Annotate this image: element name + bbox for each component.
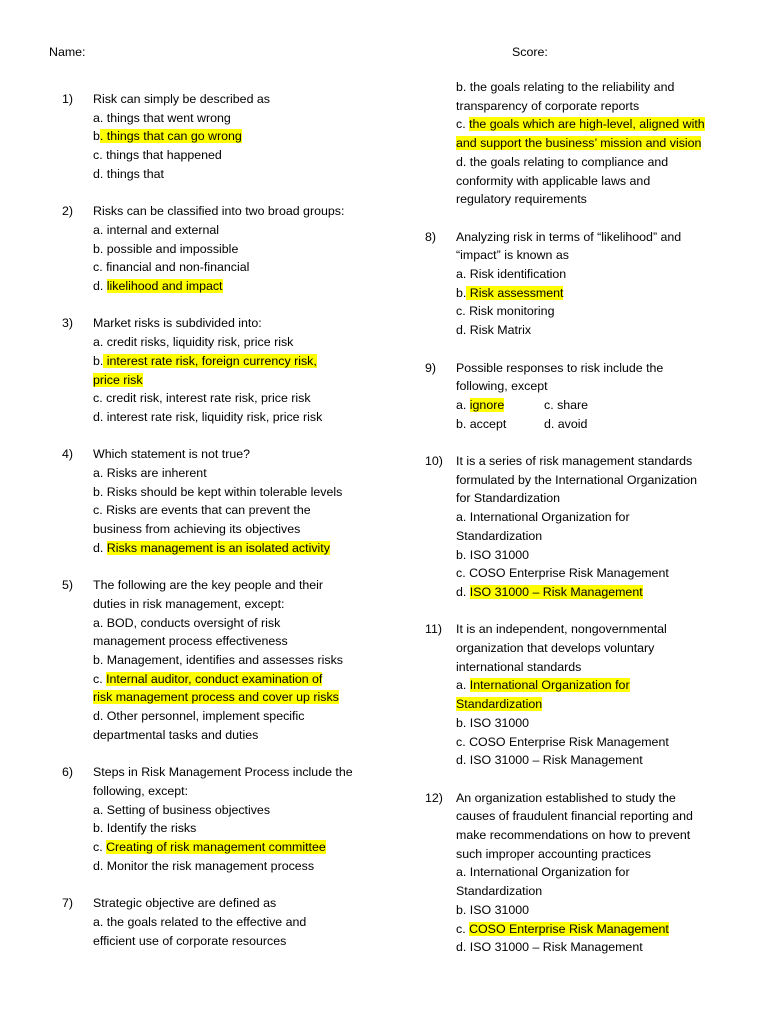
question-3 [62,314,372,426]
option-a-cont: Standardization [456,884,543,899]
highlighted-answer: Creating of risk management committee [106,840,326,855]
option-a-cont: management process effectiveness [93,634,288,649]
question-text-cont: organization that develops voluntary [456,641,655,656]
option-a: a. internal and external [93,222,220,237]
question-9 [425,359,725,434]
question-text-cont: for Standardization [456,491,561,506]
option-a: a. International Organization for [456,865,630,880]
question-text-cont: duties in risk management, except: [93,596,285,611]
score-label: Score: [512,45,548,59]
question-6 [62,763,372,875]
question-number: 8) [425,229,437,244]
option-d: d. Other personnel, implement specific [93,709,305,724]
option-d-cont: regulatory requirements [456,192,587,207]
highlighted-answer: risk management process and cover up risks [93,690,339,705]
question-text: Possible responses to risk include the [456,360,664,375]
question-text: Which statement is not true? [93,447,251,462]
option-b: b. Identify the risks [93,821,197,836]
highlighted-answer: interest rate risk, foreign currency risk, [103,353,317,368]
question-number: 12) [425,790,443,805]
option-c: c. credit risk, interest rate risk, price risk [93,391,311,406]
option-a: a. BOD, conducts oversight of risk [93,615,281,630]
question-number: 11) [425,622,442,637]
question-text-cont: “impact” is known as [456,248,569,263]
option-c-cont [456,134,725,153]
question-text: Market risks is subdivided into: [93,316,262,331]
question-text-cont: following, except: [93,783,189,798]
question-1 [62,90,372,184]
option-d-cont: conformity with applicable laws and [456,173,651,188]
option-b: b. possible and impossible [93,241,239,256]
question-4 [62,445,372,557]
question-number: 10) [425,454,443,469]
highlighted-answer: the goals which are high-level, aligned with [469,117,705,132]
option-prefix: b. [93,353,104,368]
option-b: b. accept [456,416,507,431]
option-b: b. ISO 31000 [456,902,530,917]
question-number: 2) [62,204,74,219]
highlighted-answer: ignore [469,397,505,412]
question-text-cont: following, except [456,379,548,394]
option-b [93,127,372,146]
option-b-cont: transparency of corporate reports [456,98,640,113]
option-d [456,583,725,602]
question-text: It is an independent, nongovernmental [456,622,667,637]
option-c-cont [93,688,372,707]
question-text: It is a series of risk management standards [456,454,693,469]
option-prefix: c. [93,671,107,686]
option-a: a. International Organization for [456,510,630,525]
question-7-continued [425,78,725,209]
option-c: c. financial and non-financial [93,260,250,275]
option-c [456,115,725,134]
option-c [456,920,725,939]
option-a: a. Setting of business objectives [93,802,271,817]
option-a-cont [456,695,725,714]
question-number: 7) [62,896,74,911]
question-text: Strategic objective are defined as [93,896,277,911]
option-c: c. COSO Enterprise Risk Management [456,734,669,749]
option-prefix: c. [93,840,107,855]
option-b: b. Risks should be kept within tolerable levels [93,484,343,499]
highlighted-answer: COSO Enterprise Risk Management [469,921,669,936]
question-number: 3) [62,316,74,331]
option-c [93,838,372,857]
option-a [456,396,544,415]
highlighted-answer: likelihood and impact [106,279,223,294]
question-7 [62,894,372,950]
option-a: a. things that went wrong [93,110,231,125]
option-b: b. ISO 31000 [456,547,530,562]
option-c-cont: business from achieving its objectives [93,522,301,537]
question-number: 5) [62,578,74,593]
option-d: d. Monitor the risk management process [93,858,315,873]
highlighted-answer: Risk assessment [466,285,564,300]
option-a-cont: efficient use of corporate resources [93,933,287,948]
option-d [93,277,372,296]
option-c: c. Risk monitoring [456,304,555,319]
question-text-cont: causes of fraudulent financial reporting and [456,809,693,824]
option-d: d. ISO 31000 – Risk Management [456,940,643,955]
question-11 [425,620,725,770]
option-c: c. Risks are events that can prevent the [93,503,311,518]
question-number: 1) [62,92,74,106]
option-d: d. the goals relating to compliance and [456,154,669,169]
question-text-cont: formulated by the International Organization [456,472,698,487]
options-row-2 [456,415,725,434]
option-prefix: c. [456,117,470,132]
highlighted-answer: and support the business’ mission and vision [456,136,702,151]
name-label: Name: [49,45,86,59]
option-a: a. credit risks, liquidity risk, price risk [93,335,294,350]
question-text: Steps in Risk Management Process include the [93,765,353,780]
option-a: a. Risks are inherent [93,466,207,481]
option-b-cont [93,371,372,390]
option-a: a. the goals related to the effective and [93,914,307,929]
highlighted-answer: . things that can go wrong [99,129,242,144]
left-column [62,90,372,969]
option-c: c. share [544,397,589,412]
question-12 [425,789,725,957]
option-d: d. avoid [544,416,588,431]
question-text: Risk can simply be described as [93,92,270,106]
option-d: d. things that [93,166,164,181]
option-prefix: c. [456,921,470,936]
option-b [456,284,725,303]
option-prefix: a. [456,678,470,693]
highlighted-answer: price risk [93,372,143,387]
right-column [425,78,725,976]
option-b: b. Management, identifies and assesses risks [93,653,344,668]
question-number: 9) [425,360,437,375]
question-10 [425,452,725,602]
highlighted-answer: Standardization [456,697,543,712]
option-b: b. ISO 31000 [456,715,530,730]
option-b: b. the goals relating to the reliability and [456,80,675,94]
option-a [456,676,725,695]
option-d-cont: departmental tasks and duties [93,727,259,742]
highlighted-answer: Internal auditor, conduct examination of [106,671,323,686]
option-prefix: d. [93,279,107,294]
option-prefix: a. [456,397,470,412]
highlighted-answer: Risks management is an isolated activity [106,540,330,555]
question-number: 6) [62,765,74,780]
highlighted-answer: International Organization for [469,678,630,693]
option-a-cont: Standardization [456,528,543,543]
options-row-1 [456,396,725,415]
option-d: d. ISO 31000 – Risk Management [456,753,643,768]
option-d: d. Risk Matrix [456,323,532,338]
question-8 [425,228,725,340]
option-a: a. Risk identification [456,267,567,282]
option-prefix: d. [456,584,470,599]
highlighted-answer: ISO 31000 – Risk Management [469,584,643,599]
question-text: An organization established to study the [456,790,676,805]
question-text: Risks can be classified into two broad groups: [93,204,345,219]
question-2 [62,202,372,296]
question-text: Analyzing risk in terms of “likelihood” and [456,229,682,244]
question-text-cont: make recommendations on how to prevent [456,828,691,843]
question-number: 4) [62,447,74,462]
option-b [93,352,372,371]
option-prefix: b. [456,285,467,300]
question-text: The following are the key people and their [93,578,324,593]
option-c [93,670,372,689]
option-prefix: b [93,129,100,144]
option-d: d. interest rate risk, liquidity risk, price risk [93,409,323,424]
option-c: c. things that happened [93,148,222,163]
option-prefix: d. [93,540,107,555]
question-text-cont: international standards [456,659,582,674]
question-5 [62,576,372,744]
question-text-cont: such improper accounting practices [456,846,651,861]
option-c: c. COSO Enterprise Risk Management [456,566,669,581]
option-d [93,539,372,558]
